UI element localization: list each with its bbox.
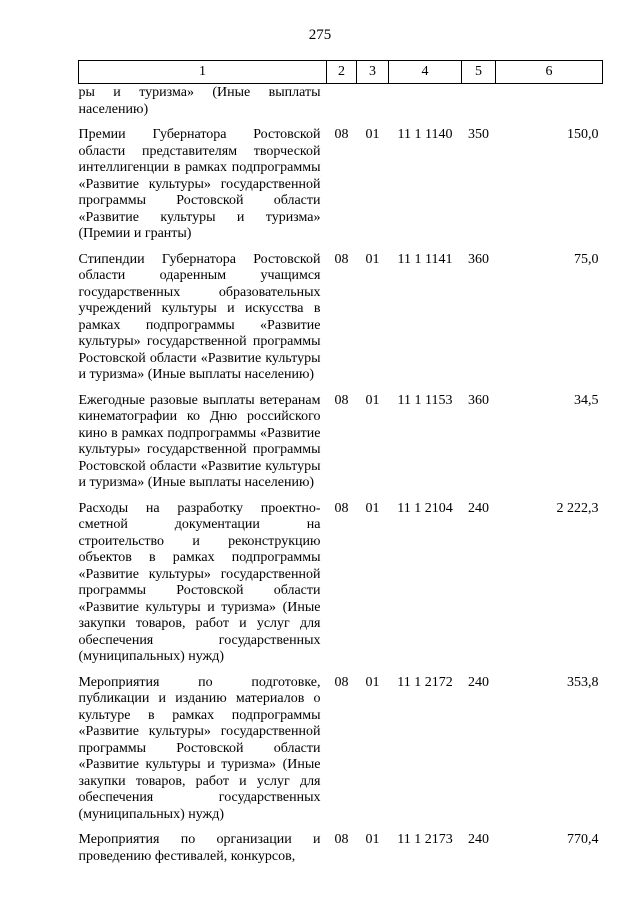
header-col-2: 2: [327, 61, 357, 84]
row-subsection: 01: [365, 832, 380, 847]
row-subsection: 01: [365, 392, 380, 408]
table-row: [79, 127, 603, 252]
row-expense-type: 240: [468, 674, 489, 690]
row-target-code: [389, 84, 462, 128]
row-target-code: 11 1 1153: [397, 392, 453, 408]
header-col-6: 6: [496, 61, 603, 84]
row-target-code: 11 1 2104: [397, 500, 453, 516]
table-header: [79, 61, 603, 84]
row-expense-type: 350: [468, 127, 489, 142]
page-number: 275: [308, 27, 332, 43]
row-target-code: 11 1 2172: [397, 674, 453, 690]
row-expense-type: [462, 84, 496, 128]
header-col-4: 4: [389, 61, 462, 84]
row-expense-type: 360: [468, 251, 489, 267]
row-amount: [496, 84, 603, 128]
row-subsection: 01: [365, 251, 380, 267]
row-amount: 75,0: [574, 251, 599, 267]
row-target-code: 11 1 2173: [397, 832, 453, 847]
row-section: 08: [334, 251, 349, 267]
header-col-1: 1: [79, 61, 327, 84]
row-name: Ежегодные разовые выплаты ветеранам кинематографии ко Дню российского кино в рамках подпрограммы «Развитие культуры» государственной программы Ростовской области «Развитие культуры и туризма» (Иные выплаты населению): [78, 392, 321, 490]
row-name: Мероприятия по подготовке, публикации и изданию материалов о культуре в рамках подпрограммы «Развитие культуры» государственной программы Ростовской области «Развитие культуры и туризма» (Иные закупки товаров, работ и услуг для обеспечения государственных (муниципальных) нужд): [78, 674, 321, 822]
table-row: [79, 84, 603, 128]
row-name: Стипендии Губернатора Ростовской области одаренным учащимся государственных образовательных учреждений культуры и искусства в рамках подпрограммы «Развитие культуры» государственной программы Ростовской области «Развитие культуры и туризма» (Иные выплаты населению): [78, 251, 321, 382]
row-name: Премии Губернатора Ростовской области представителям творческой интеллигенции в рамках подпрограммы «Развитие культуры» государственной программы Ростовской области «Развитие культуры и туризма» (Премии и гранты): [78, 127, 321, 241]
row-amount: 34,5: [574, 392, 599, 408]
row-section: 08: [334, 127, 349, 142]
row-amount: 353,8: [567, 674, 599, 690]
row-expense-type: 240: [468, 832, 489, 847]
row-section: [327, 84, 357, 128]
row-amount: 2 222,3: [556, 500, 599, 516]
row-name: ры и туризма» (Иные выплаты населению): [78, 85, 321, 117]
row-name: Расходы на разработку проектно-сметной документации на строительство и реконструкцию объектов в рамках подпрограммы «Развитие культуры» государственной программы Ростовской области «Развитие культуры и туризма» (Иные закупки товаров, работ и услуг для обеспечения государственных (муниципальных) нужд): [78, 500, 321, 664]
row-subsection: 01: [365, 500, 380, 516]
row-section: 08: [334, 500, 349, 516]
row-target-code: 11 1 1140: [397, 127, 453, 142]
row-section: 08: [334, 392, 349, 408]
row-subsection: 01: [365, 674, 380, 690]
header-col-3: 3: [357, 61, 389, 84]
row-target-code: 11 1 1141: [397, 251, 453, 267]
row-amount: 770,4: [567, 832, 599, 847]
table-row: [79, 501, 603, 675]
row-subsection: [357, 84, 389, 128]
table-row: [79, 252, 603, 393]
row-section: 08: [334, 674, 349, 690]
row-section: 08: [334, 832, 349, 847]
budget-table: [78, 60, 603, 865]
row-name: Мероприятия по организации и проведению фестивалей, конкурсов,: [78, 832, 321, 864]
header-col-5: 5: [462, 61, 496, 84]
table-row: [79, 832, 603, 865]
table-row: [79, 393, 603, 501]
table-row: [79, 675, 603, 833]
row-expense-type: 240: [468, 500, 489, 516]
row-amount: 150,0: [567, 127, 599, 142]
row-expense-type: 360: [468, 392, 489, 408]
row-subsection: 01: [365, 127, 380, 142]
